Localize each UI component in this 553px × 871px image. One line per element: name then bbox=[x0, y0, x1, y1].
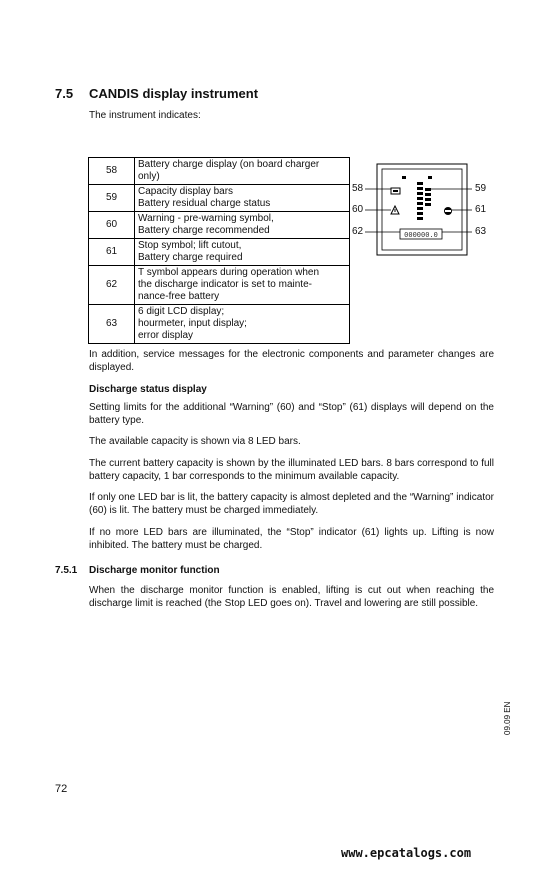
stop-icon bbox=[444, 207, 452, 215]
legend-line: Stop symbol; lift cutout, bbox=[138, 240, 242, 251]
subsection-title: Discharge monitor function bbox=[89, 565, 220, 576]
legend-desc bbox=[135, 305, 350, 344]
legend-line: hourmeter, input display; bbox=[138, 318, 247, 329]
callout-62: 62 bbox=[352, 226, 364, 237]
callout-61: 61 bbox=[475, 204, 487, 215]
legend-line: Battery charge required bbox=[138, 252, 243, 263]
paragraph-discharge-monitor: When the discharge monitor function is enabled, lifting is cut out when reaching the discharge limit is reached (the Stop LED goes on). Travel and lowering are still possible. bbox=[89, 585, 494, 609]
legend-row bbox=[89, 185, 350, 212]
legend-line: nance-free battery bbox=[138, 291, 220, 302]
legend-line: Battery charge recommended bbox=[138, 225, 270, 236]
device-tab-right bbox=[428, 176, 432, 179]
subsection-number: 7.5.1 bbox=[55, 565, 78, 576]
legend-line: Capacity display bars bbox=[138, 186, 234, 197]
legend-num: 63 bbox=[89, 305, 135, 344]
page-number: 72 bbox=[55, 783, 68, 795]
device-tab-left bbox=[402, 176, 406, 179]
legend-line: the discharge indicator is set to mainte- bbox=[138, 279, 312, 290]
legend-line: error display bbox=[138, 330, 194, 341]
legend-desc bbox=[135, 185, 350, 212]
intro-text: The instrument indicates: bbox=[89, 110, 201, 121]
legend-line: T symbol appears during operation when bbox=[138, 267, 320, 278]
paragraph-no-bars: If no more LED bars are illuminated, the “Stop” indicator (61) lights up. Lifting is now inhibited. The battery must be charged. bbox=[89, 527, 494, 551]
legend-num: 62 bbox=[89, 266, 135, 305]
lcd-digits: 000000.0 bbox=[404, 231, 438, 239]
paragraph-one-bar: If only one LED bar is lit, the battery capacity is almost depleted and the “Warning” indicator (60) is lit. The battery must be charged immediately. bbox=[89, 492, 494, 516]
section-number: 7.5 bbox=[55, 86, 74, 101]
heading-discharge-status: Discharge status display bbox=[89, 384, 207, 395]
legend-line: 6 digit LCD display; bbox=[138, 306, 225, 317]
legend-line: Battery residual charge status bbox=[138, 198, 271, 209]
paragraph-current-capacity: The current battery capacity is shown by the illuminated LED bars. 8 bars correspond to full battery capacity, 1 bar corresponds to the minimum available capacity. bbox=[89, 458, 494, 482]
legend-desc bbox=[135, 212, 350, 239]
legend-row bbox=[89, 158, 350, 185]
legend-row bbox=[89, 212, 350, 239]
legend-row bbox=[89, 266, 350, 305]
callout-60: 60 bbox=[352, 204, 364, 215]
revision-code: 09.09 EN bbox=[503, 701, 512, 735]
callout-58: 58 bbox=[352, 183, 364, 194]
paragraph-setting-limits: Setting limits for the additional “Warning” (60) and “Stop” (61) displays will depend on the battery type. bbox=[89, 402, 494, 426]
legend-desc bbox=[135, 266, 350, 305]
legend-num: 59 bbox=[89, 185, 135, 212]
legend-line: Warning - pre-warning symbol, bbox=[138, 213, 274, 224]
legend-row bbox=[89, 239, 350, 266]
watermark-url: www.epcatalogs.com bbox=[341, 846, 472, 860]
legend-row bbox=[89, 305, 350, 344]
callout-59: 59 bbox=[475, 183, 487, 194]
legend-desc bbox=[135, 158, 350, 185]
legend-num: 58 bbox=[89, 158, 135, 185]
legend-line: only) bbox=[138, 171, 160, 182]
callout-63: 63 bbox=[475, 226, 487, 237]
legend-table bbox=[88, 157, 350, 344]
legend-line: Battery charge display (on board charger bbox=[138, 159, 320, 170]
section-title: CANDIS display instrument bbox=[89, 86, 259, 101]
candis-display-diagram bbox=[350, 160, 495, 260]
paragraph-led-bars: The available capacity is shown via 8 LED bars. bbox=[89, 436, 301, 447]
legend-num: 61 bbox=[89, 239, 135, 266]
legend-desc bbox=[135, 239, 350, 266]
legend-num: 60 bbox=[89, 212, 135, 239]
paragraph-service-messages: In addition, service messages for the electronic components and parameter changes are displayed. bbox=[89, 349, 494, 373]
